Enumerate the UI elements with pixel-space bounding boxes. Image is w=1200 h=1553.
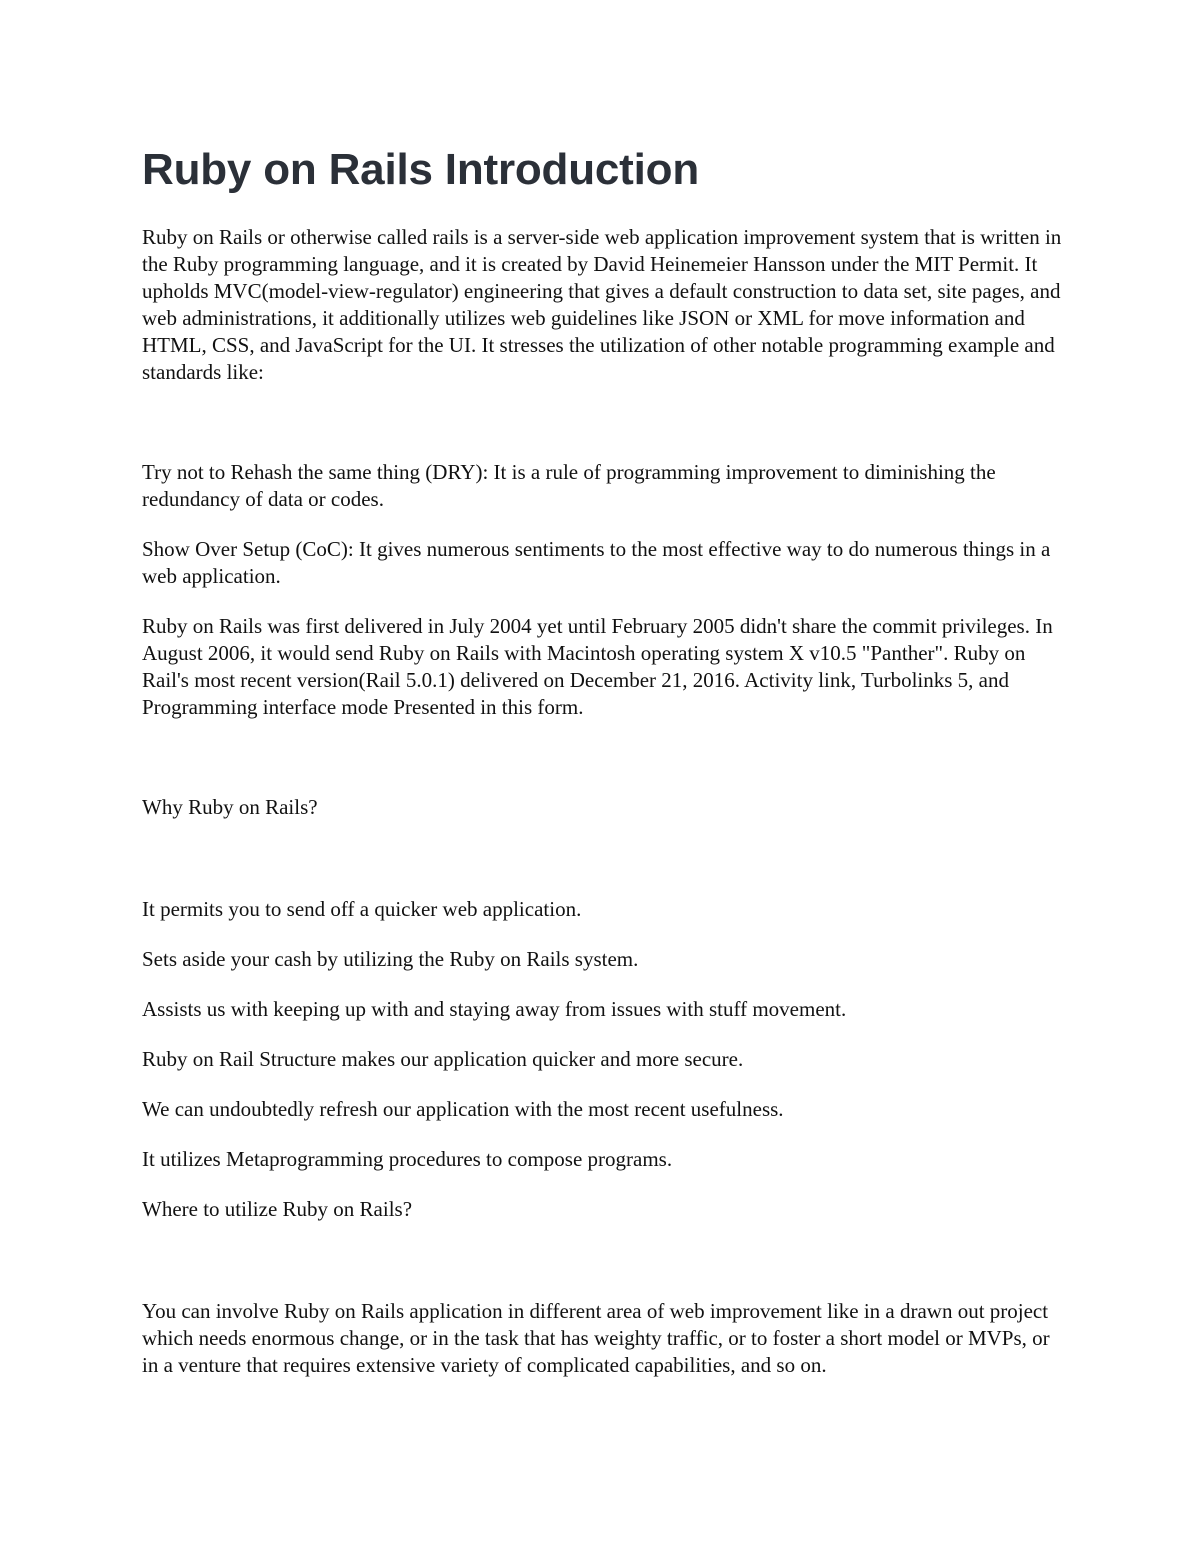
document-body <box>142 140 1062 1402</box>
reason-item: Sets aside your cash by utilizing the Ruby on Rails system. <box>142 947 639 971</box>
section-heading-where: Where to utilize Ruby on Rails? <box>142 1197 413 1221</box>
dry-paragraph: Try not to Rehash the same thing (DRY): It is a rule of programming improvement to diminishing the redundancy of data or codes. <box>142 460 996 511</box>
reason-item: Assists us with keeping up with and staying away from issues with stuff movement. <box>142 997 847 1021</box>
reason-item: It utilizes Metaprogramming procedures to compose programs. <box>142 1147 673 1171</box>
reason-item: It permits you to send off a quicker web application. <box>142 897 582 921</box>
reason-item: Ruby on Rail Structure makes our application quicker and more secure. <box>142 1047 744 1071</box>
history-paragraph: Ruby on Rails was first delivered in July 2004 yet until February 2005 didn't share the commit privileges. In August 2006, it would send Ruby on Rails with Macintosh operating system X v10.5 "Panther". Ruby on Rail's most recent version(Rail 5.0.1) delivered on December 21, 2016. Activity link, Turbolinks 5, and Programming interface mode Presented in this form. <box>142 614 1053 719</box>
section-heading-why: Why Ruby on Rails? <box>142 795 318 819</box>
usage-paragraph: You can involve Ruby on Rails application in different area of web improvement like in a drawn out project which needs enormous change, or in the task that has weighty traffic, or to foster a short model or MVPs, or in a venture that requires extensive variety of complicated capabilities, and so on. <box>142 1299 1050 1377</box>
reason-item: We can undoubtedly refresh our application with the most recent usefulness. <box>142 1097 784 1121</box>
page-title: Ruby on Rails Introduction <box>142 145 700 194</box>
intro-paragraph: Ruby on Rails or otherwise called rails is a server-side web application improvement system that is written in the Ruby programming language, and it is created by David Heinemeier Hansson under the MIT Permit. It upholds MVC(model-view-regulator) engineering that gives a default construction to data set, site pages, and web administrations, it additionally utilizes web guidelines like JSON or XML for move information and HTML, CSS, and JavaScript for the UI. It stresses the utilization of other notable programming example and standards like: <box>142 225 1062 384</box>
coc-paragraph: Show Over Setup (CoC): It gives numerous sentiments to the most effective way to do numerous things in a web application. <box>142 537 1051 588</box>
